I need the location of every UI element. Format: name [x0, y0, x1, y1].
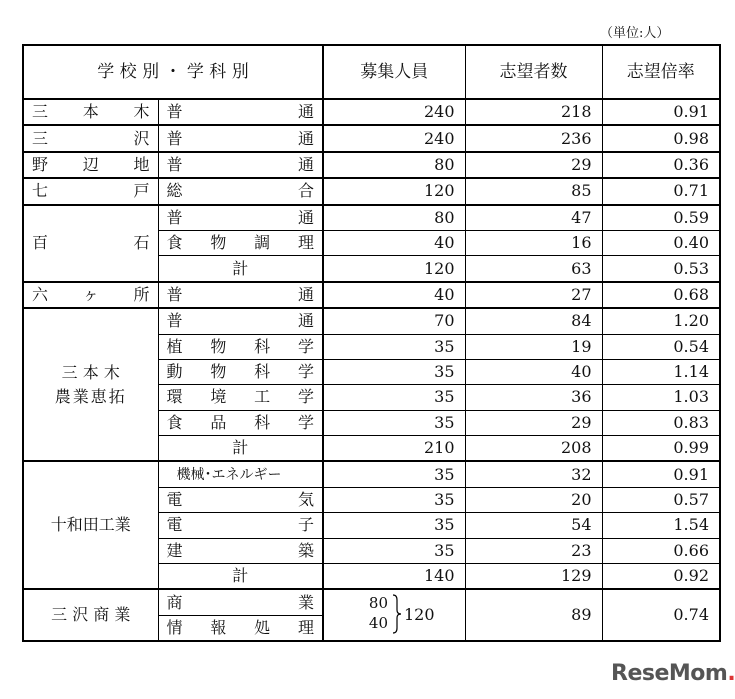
table-row	[23, 589, 720, 615]
quota-cell: 210	[323, 436, 465, 462]
quota-total-value: 120	[404, 605, 435, 625]
ratio-cell: 1.20	[602, 308, 720, 334]
school-name: 十和田工業	[23, 461, 158, 589]
dept-name: 食 品 科 学	[158, 410, 323, 435]
quota-cell: 40	[323, 230, 465, 255]
header-quota: 募集人員	[323, 45, 465, 99]
applicants-cell: 36	[465, 385, 602, 410]
applicants-cell: 23	[465, 538, 602, 563]
dept-name: 普 通	[158, 205, 323, 231]
applicants-cell: 27	[465, 282, 602, 308]
dept-name: 普 通	[158, 282, 323, 308]
ratio-cell: 1.54	[602, 513, 720, 538]
quota-cell: 35	[323, 334, 465, 359]
quota-cell: 80	[323, 205, 465, 231]
resemom-logo: ReseMom.	[611, 661, 735, 686]
applicants-cell: 47	[465, 205, 602, 231]
ratio-cell: 0.36	[602, 152, 720, 178]
table-row	[23, 461, 720, 487]
quota-cell: 80	[323, 152, 465, 178]
applicants-cell: 85	[465, 178, 602, 204]
applicants-cell: 208	[465, 436, 602, 462]
dept-name: 普 通	[158, 308, 323, 334]
applicants-cell: 218	[465, 99, 602, 125]
table-row	[23, 125, 720, 151]
quota-cell: 35	[323, 359, 465, 384]
ratio-cell: 0.53	[602, 256, 720, 282]
applicants-cell: 32	[465, 461, 602, 487]
sum-label: 計	[158, 436, 323, 462]
ratio-cell: 0.91	[602, 99, 720, 125]
sum-label: 計	[158, 256, 323, 282]
applicants-cell: 29	[465, 410, 602, 435]
quota-value-commerce: 80	[368, 594, 388, 613]
ratio-cell: 1.03	[602, 385, 720, 410]
school-name: 百 石	[23, 205, 158, 282]
quota-cell: 35	[323, 385, 465, 410]
quota-cell: 35	[323, 410, 465, 435]
dept-name: 建 築	[158, 538, 323, 563]
ratio-cell: 0.68	[602, 282, 720, 308]
ratio-cell: 0.57	[602, 487, 720, 512]
dept-name: 普 通	[158, 99, 323, 125]
quota-cell: 35	[323, 513, 465, 538]
dept-name: 動 物 科 学	[158, 359, 323, 384]
ratio-cell: 0.98	[602, 125, 720, 151]
applicants-cell: 29	[465, 152, 602, 178]
applicants-cell: 16	[465, 230, 602, 255]
ratio-cell: 0.40	[602, 230, 720, 255]
quota-cell: 140	[323, 564, 465, 590]
dept-name: 食 物 調 理	[158, 230, 323, 255]
school-name: 野 辺 地	[23, 152, 158, 178]
table-row	[23, 152, 720, 178]
school-name: 三 本 木	[23, 99, 158, 125]
applicants-cell: 84	[465, 308, 602, 334]
table-row	[23, 178, 720, 204]
ratio-cell: 0.66	[602, 538, 720, 563]
dept-name: 機械･エネルギー	[158, 461, 323, 487]
school-name: 三 沢 商 業	[23, 589, 158, 641]
sum-label: 計	[158, 564, 323, 590]
quota-cell: 240	[323, 125, 465, 151]
applicants-cell: 19	[465, 334, 602, 359]
school-name: 六 ヶ 所	[23, 282, 158, 308]
quota-value-info: 40	[368, 614, 388, 633]
dept-name: 電 子	[158, 513, 323, 538]
table-row	[23, 282, 720, 308]
quota-cell: 35	[323, 538, 465, 563]
applicants-cell: 129	[465, 564, 602, 590]
ratio-cell: 0.91	[602, 461, 720, 487]
dept-name: 商 業	[158, 589, 323, 615]
quota-cell: 40	[323, 282, 465, 308]
applicants-cell: 20	[465, 487, 602, 512]
school-name: 三 沢	[23, 125, 158, 151]
quota-cell: 70	[323, 308, 465, 334]
ratio-cell: 1.14	[602, 359, 720, 384]
header-applicants: 志望者数	[465, 45, 602, 99]
dept-name: 植 物 科 学	[158, 334, 323, 359]
ratio-cell: 0.83	[602, 410, 720, 435]
ratio-cell: 0.71	[602, 178, 720, 204]
applicants-cell: 63	[465, 256, 602, 282]
table-row	[23, 99, 720, 125]
school-name: 七 戸	[23, 178, 158, 204]
quota-cell: 120	[323, 178, 465, 204]
table-row	[23, 205, 720, 231]
quota-cell: 35	[323, 487, 465, 512]
applicants-table	[22, 44, 721, 642]
quota-cell: 35	[323, 461, 465, 487]
applicants-cell: 54	[465, 513, 602, 538]
quota-combined-cell	[323, 589, 465, 641]
school-name: 三 本 木 農業恵拓	[23, 308, 158, 461]
unit-label: （単位:人）	[600, 26, 670, 41]
dept-name: 電 気	[158, 487, 323, 512]
dept-name: 普 通	[158, 152, 323, 178]
dept-name: 情 報 処 理	[158, 615, 323, 641]
header-ratio: 志望倍率	[602, 45, 720, 99]
ratio-cell: 0.99	[602, 436, 720, 462]
ratio-cell: 0.59	[602, 205, 720, 231]
applicants-cell: 89	[465, 589, 602, 641]
table-row	[23, 308, 720, 334]
header-school-dept: 学 校 別 ・ 学 科 別	[23, 45, 323, 99]
dept-name: 総 合	[158, 178, 323, 204]
ratio-cell: 0.54	[602, 334, 720, 359]
dept-name: 環 境 工 学	[158, 385, 323, 410]
ratio-cell: 0.92	[602, 564, 720, 590]
applicants-cell: 236	[465, 125, 602, 151]
applicants-cell: 40	[465, 359, 602, 384]
dept-name: 普 通	[158, 125, 323, 151]
quota-cell: 120	[323, 256, 465, 282]
ratio-cell: 0.74	[602, 589, 720, 641]
quota-cell: 240	[323, 99, 465, 125]
brace-icon	[392, 594, 402, 634]
